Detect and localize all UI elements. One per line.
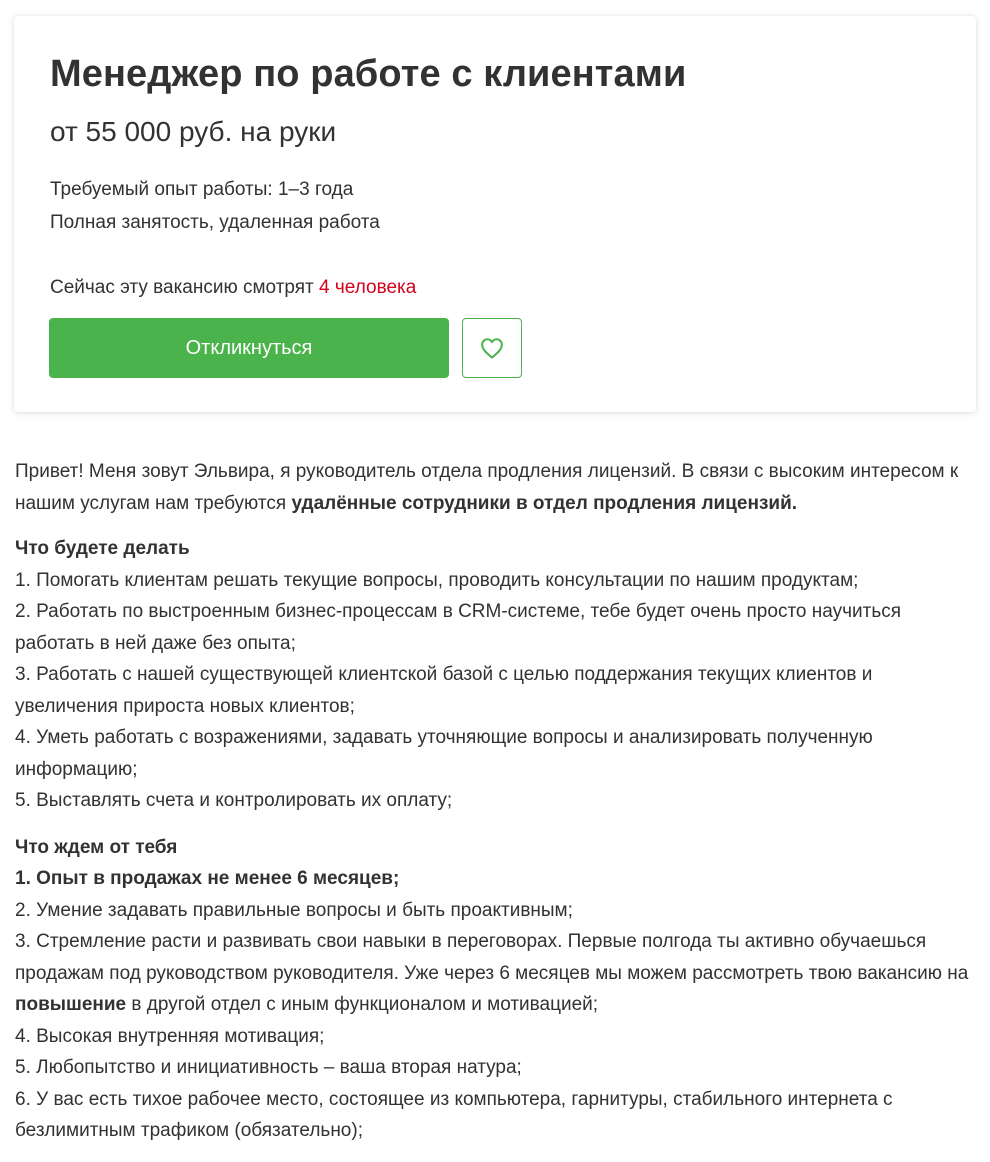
duty-item: 5. Выставлять счета и контролировать их оплату; (15, 790, 453, 811)
watching-now (50, 275, 416, 301)
duty-item: 3. Работать с нашей существующей клиентской базой с целью поддержания текущих клиентов и увеличения прироста новых клиентов; (15, 664, 873, 717)
requirement-item: 6. У вас есть тихое рабочее место, состоящее из компьютера, гарнитуры, стабильного интернета с безлимитным трафиком (обязательно); (15, 1088, 893, 1141)
req3-text-after: в другой отдел с иным функционалом и мотивацией; (126, 994, 599, 1015)
watching-count: 4 человека (319, 277, 417, 298)
vacancy-title: Менеджер по работе с клиентами (50, 53, 687, 95)
favorite-button[interactable] (462, 318, 522, 378)
duties-heading: Что будете делать (15, 538, 190, 559)
vacancy-header-card (14, 16, 976, 412)
duty-item: 2. Работать по выстроенным бизнес-процессам в CRM-системе, тебе будет очень просто научиться работать в ней даже без опыта; (15, 601, 902, 654)
requirement-item: 2. Умение задавать правильные вопросы и быть проактивным; (15, 899, 573, 921)
experience-required: Требуемый опыт работы: 1–3 года (50, 179, 354, 200)
duty-item: 1. Помогать клиентам решать текущие вопросы, проводить консультации по нашим продуктам; (15, 569, 859, 591)
requirement-bold: 1. Опыт в продажах не менее 6 месяцев; (15, 868, 400, 889)
requirement-item: 4. Высокая внутренняя мотивация; (15, 1025, 325, 1047)
intro-paragraph (15, 456, 980, 519)
salary: от 55 000 руб. на руки (50, 116, 337, 147)
apply-button[interactable]: Откликнуться (49, 318, 449, 378)
vacancy-description (15, 456, 980, 1162)
duty-item: 4. Уметь работать с возражениями, задавать уточняющие вопросы и анализировать полученную информацию; (15, 727, 873, 780)
req3-text-before: 3. Стремление расти и развивать свои навыки в переговорах. Первые полгода ты активно обучаешься продажам под руководством руководителя. Уже через 6 месяцев мы можем рассмотреть твою вакансию на (15, 931, 969, 984)
req3-bold: повышение (15, 994, 127, 1015)
requirements-section (15, 832, 980, 1147)
employment-type: Полная занятость, удаленная работа (50, 212, 380, 233)
requirement-item: 5. Любопытство и инициативность – ваша вторая натура; (15, 1057, 522, 1078)
heart-icon (480, 337, 504, 359)
intro-text: Привет! Меня зовут Эльвира, я руководитель отдела продления лицензий. В связи с высоким интересом к нашим услугам нам требуются (15, 461, 959, 514)
requirement-item (15, 926, 980, 1021)
watching-label: Сейчас эту вакансию смотрят (50, 277, 320, 298)
requirement-item (15, 863, 980, 895)
intro-bold: удалённые сотрудники в отдел продления лицензий. (291, 492, 798, 514)
duties-section (15, 533, 980, 817)
requirements-heading: Что ждем от тебя (15, 836, 178, 858)
